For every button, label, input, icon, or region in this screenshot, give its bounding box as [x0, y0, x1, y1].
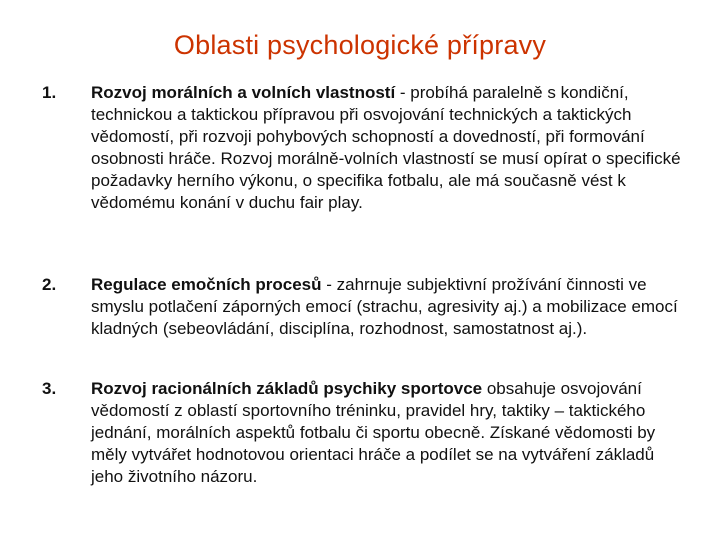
item-text [91, 82, 691, 214]
item-number: 1. [42, 83, 57, 102]
item-heading: Regulace emočních procesů [91, 275, 322, 294]
item-number: 3. [42, 379, 57, 398]
item-text [91, 378, 691, 488]
item-body: - zahrnuje subjektivní prožívání činnosti ve smyslu potlačení záporných emocí (strachu, agresivity aj.) a mobilizace emocí kladných (sebeovládání, disciplína, rozhodnost, samostatnost aj.). [91, 275, 678, 338]
slide-title: Oblasti psychologické přípravy [173, 30, 547, 60]
item-number: 2. [42, 275, 57, 294]
item-heading: Rozvoj morálních a volních vlastností [91, 83, 396, 102]
item-body: obsahuje osvojování vědomostí z oblastí sportovního tréninku, pravidel hry, taktiky – taktického jednání, morálních aspektů fotbalu či sportu obecně. Získané vědomosti by měly vytvářet hodnotovou orientaci hráče a podílet se na vytváření základů jeho životního názoru. [91, 379, 656, 486]
item-heading: Rozvoj racionálních základů psychiky sportovce [91, 379, 483, 398]
item-text [91, 274, 691, 340]
item-body: - probíhá paralelně s kondiční, technickou a taktickou přípravou při osvojování technických a taktických vědomostí, při rozvoji pohybových schopností a dovedností, při formování osobnosti hráče. Rozvoj morálně-volních vlastností se musí opírat o specifické požadavky herního výkonu, o specifika fotbalu, ale má současně vést k vědomému konání v duchu fair play. [91, 83, 681, 212]
